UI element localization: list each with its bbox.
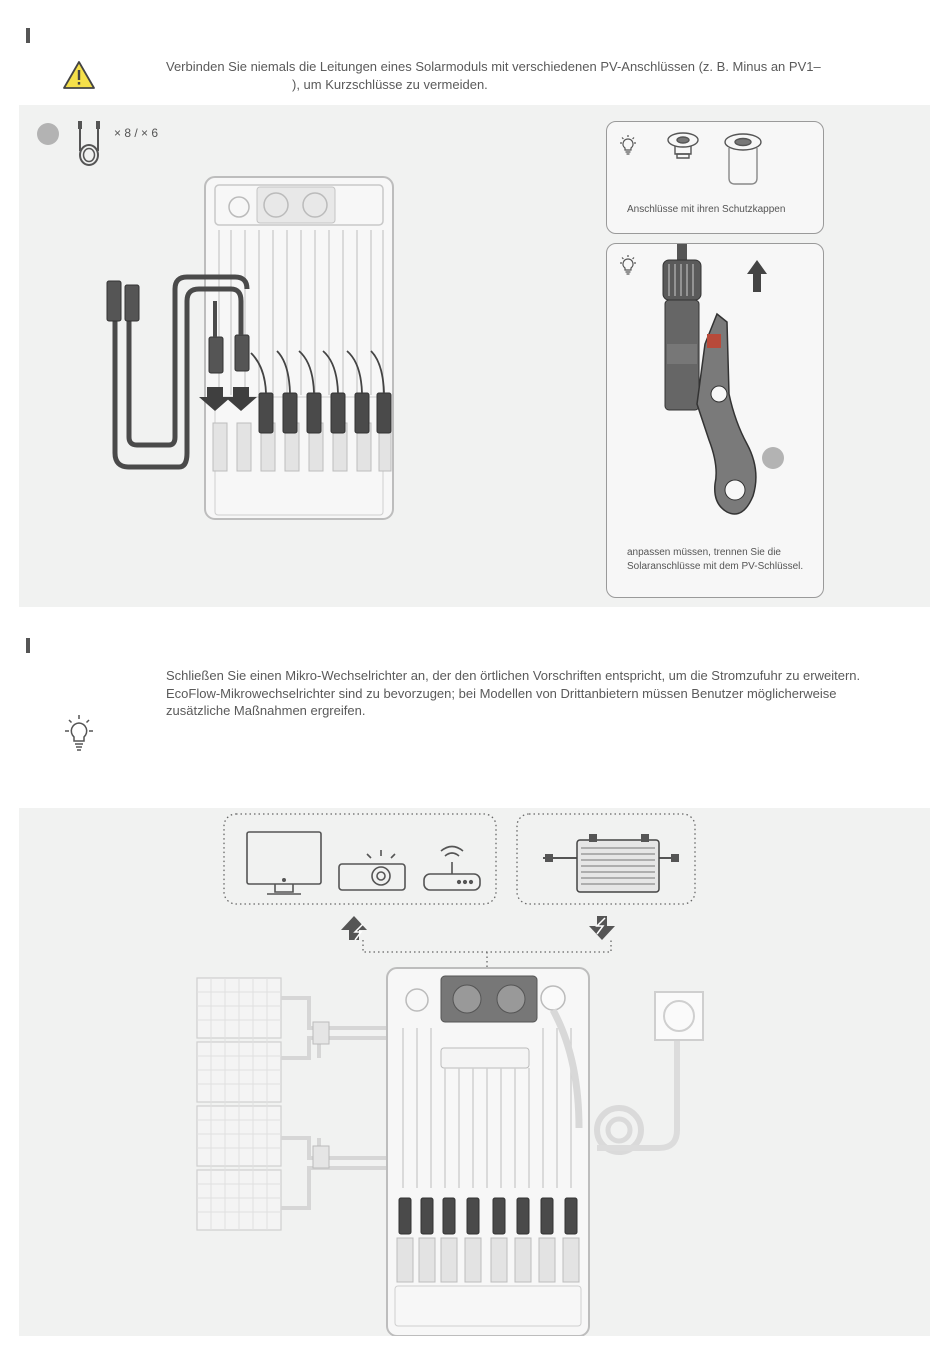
lightbulb-icon — [62, 714, 96, 752]
lightning-icon — [341, 916, 615, 940]
info-card-pv-key — [606, 243, 824, 598]
pv-key-icon — [643, 244, 823, 534]
warning-text-main: Verbinden Sie niemals die Leitungen eines Solarmoduls mit verschiedenen PV-Anschlüssen (z. B. Minus an PV1– — [166, 59, 821, 74]
warning-text — [166, 58, 866, 93]
section-marker-1 — [26, 28, 30, 43]
tip-text: Schließen Sie einen Mikro-Wechselrichter an, der den örtlichen Vorschriften entspricht, um die Stromzufuhr zu erweitern. EcoFlow-Mikrowechselrichter sind zu bevorzugen; bei Modellen von Drittanbietern müssen Benutzer möglicherweise zusätzliche Maßnahmen ergreifen. — [166, 668, 861, 718]
section-marker-2 — [26, 638, 30, 653]
projector-icon — [339, 850, 405, 890]
card-bottom-caption: anpassen müssen, trennen Sie die Solaranschlüsse mit dem PV-Schlüssel. — [627, 547, 804, 572]
router-icon — [424, 847, 480, 891]
lightbulb-icon — [617, 134, 639, 156]
power-station-diagram — [19, 105, 619, 607]
protective-cap-image — [663, 128, 763, 188]
lightbulb-icon — [617, 254, 639, 276]
step-marker-b — [762, 447, 784, 469]
micro-inverter-icon — [543, 834, 679, 892]
card-top-caption: Anschlüsse mit ihren Schutzkappen — [627, 204, 786, 215]
figure-panel-1 — [19, 105, 930, 607]
figure-panel-2 — [19, 808, 930, 1336]
cable-quantity: × 8 / × 6 — [114, 126, 159, 140]
warning-text-end: ), um Kurzschlüsse zu vermeiden. — [292, 76, 488, 92]
info-card-protective-caps — [606, 121, 824, 234]
warning-icon — [62, 60, 96, 90]
monitor-icon — [247, 832, 321, 894]
